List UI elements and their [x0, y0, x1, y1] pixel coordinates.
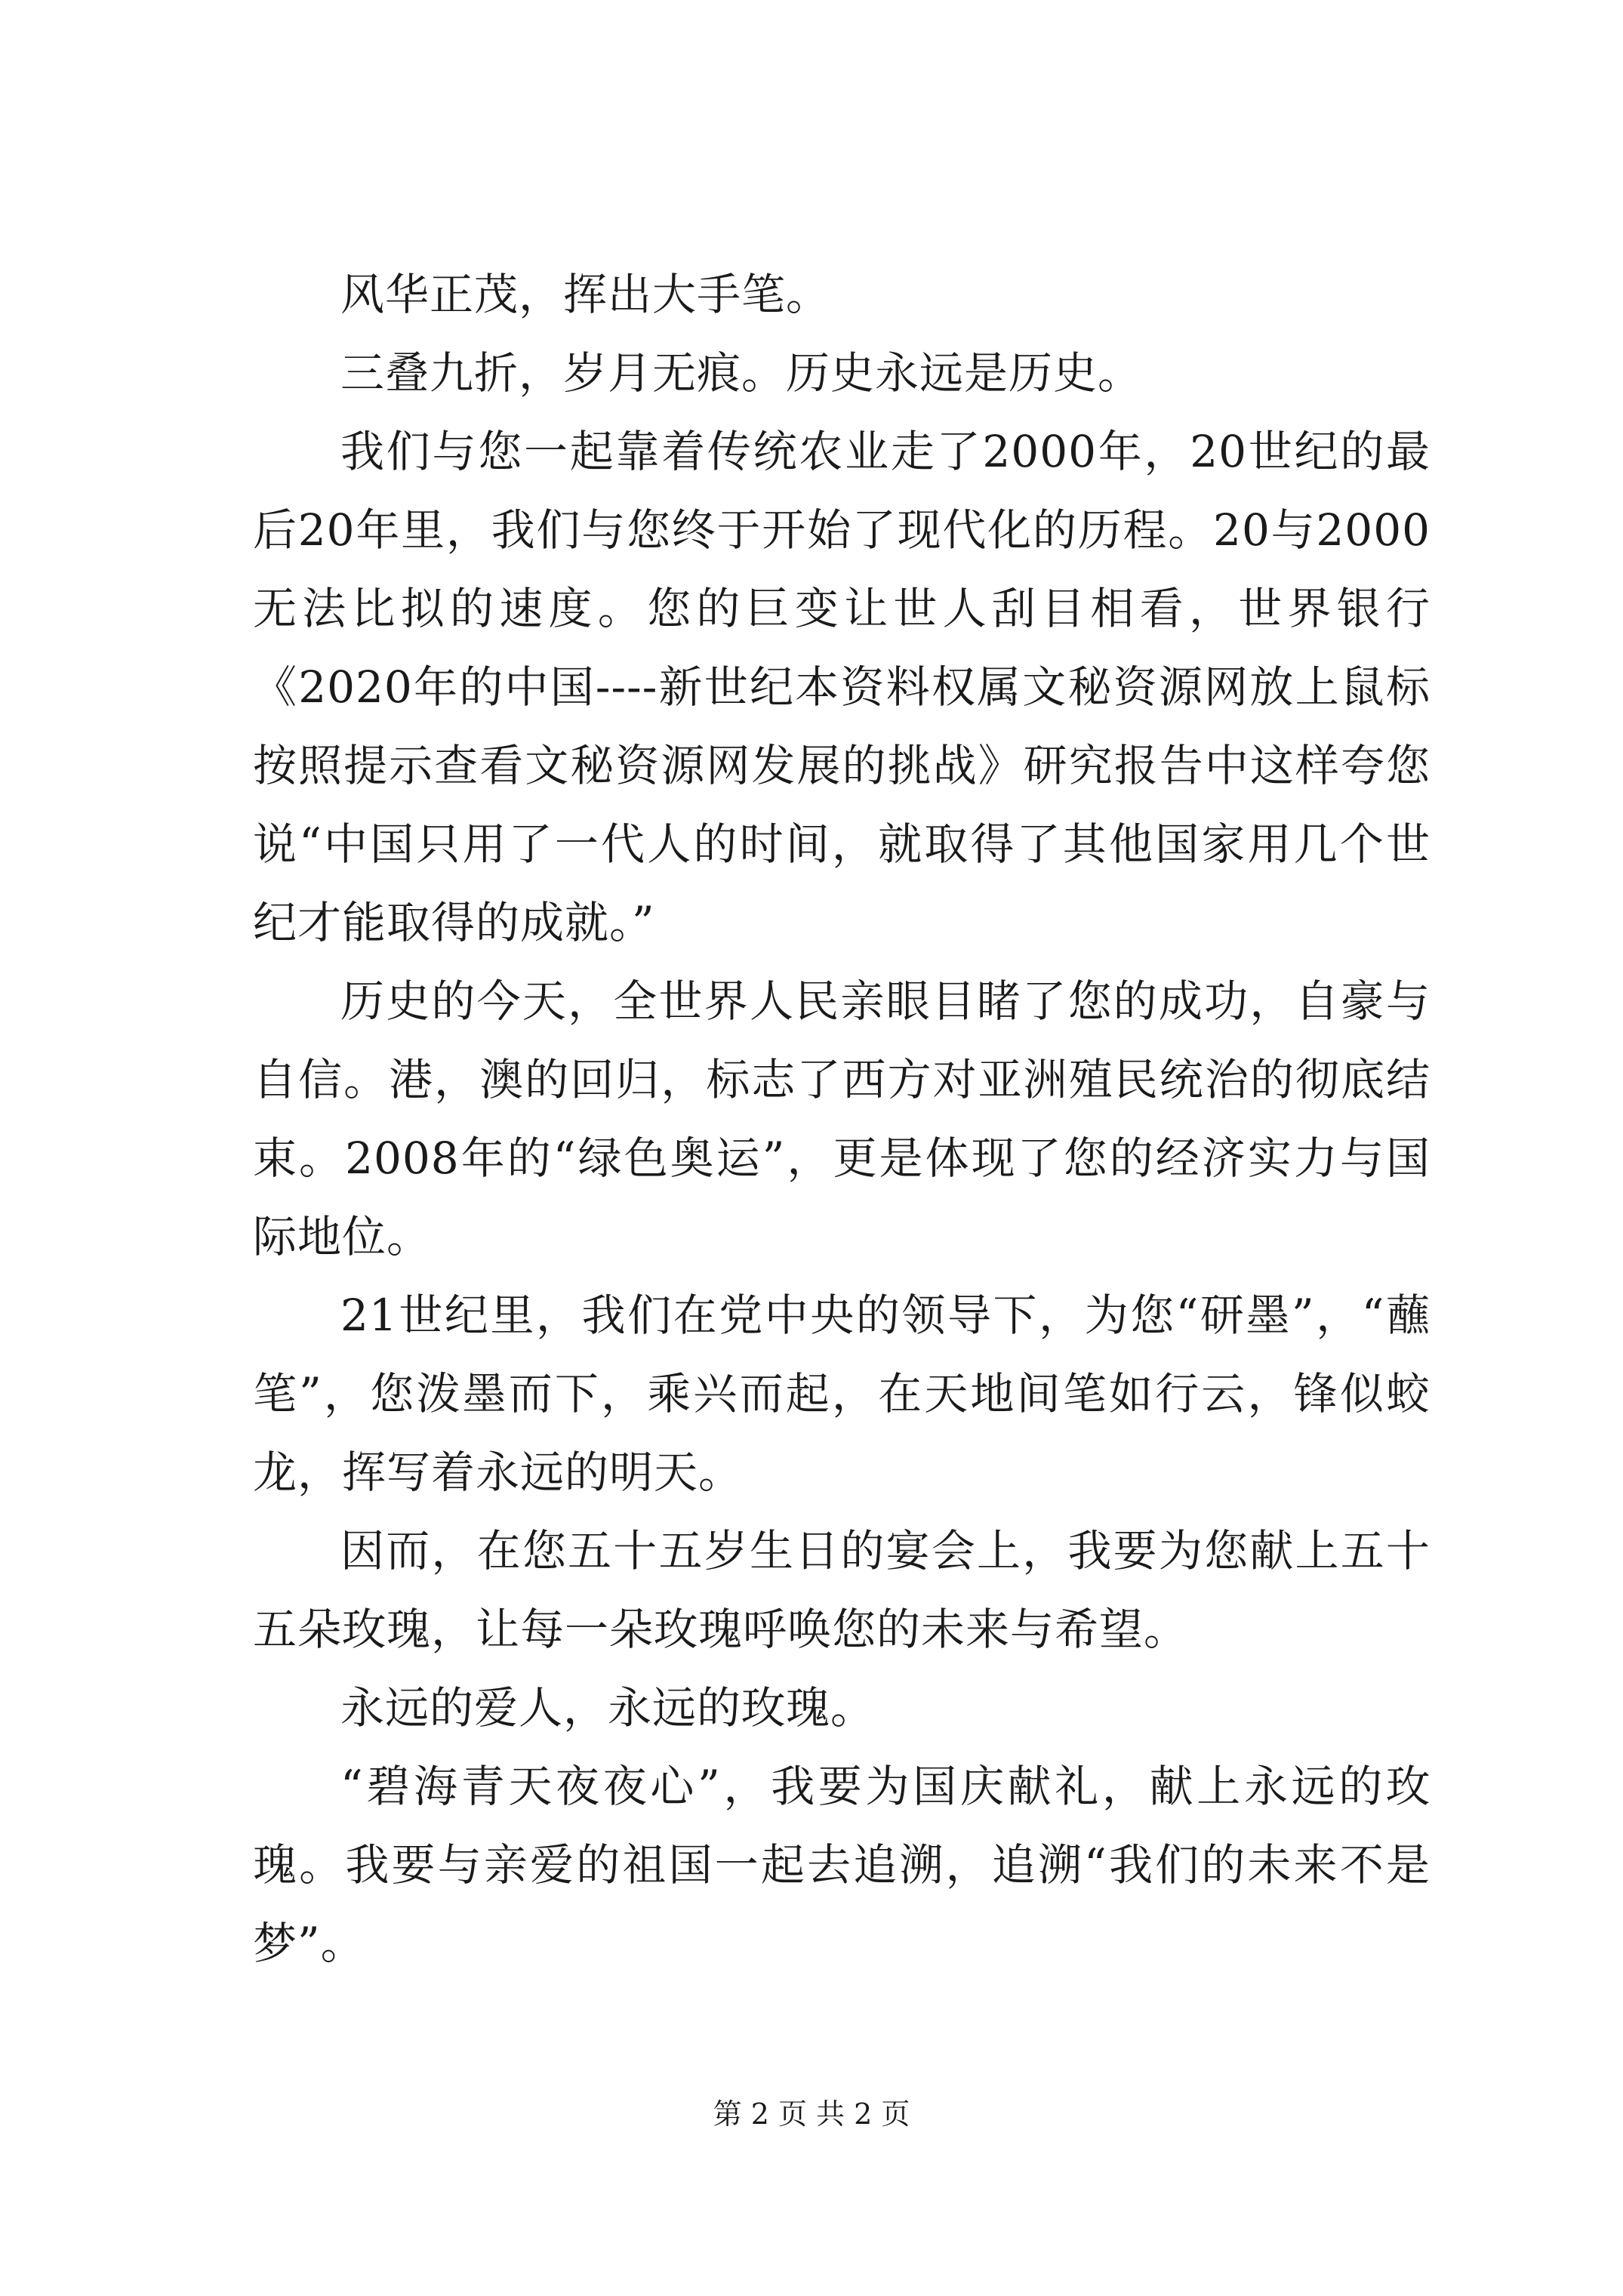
page-number-footer: 第 2 页 共 2 页 [713, 2097, 910, 2131]
paragraph: 风华正茂，挥出大手笔。 [340, 269, 831, 320]
paragraph: 我们与您一起靠着传统农业走了2000年，20世纪的最后20年里，我们与您终于开始了现代化的历程。20与2000无法比拟的速度。您的巨变让世人刮目相看，世界银行《2020年的中国----新世纪本资料权属文秘资源网放上鼠标按照提示查看文秘资源网发展的挑战》研究报告中这样夸您说“中国只用了一代人的时间，就取得了其他国家用几个世纪才能取得的成就。” [253, 426, 1431, 948]
paragraph: 21世纪里，我们在党中央的领导下，为您“研墨”，“蘸笔”，您泼墨而下，乘兴而起，在天地间笔如行云，锋似蛟龙，挥写着永远的明天。 [253, 1290, 1431, 1498]
paragraph: 因而，在您五十五岁生日的宴会上，我要为您献上五十五朵玫瑰，让每一朵玫瑰呼唤您的未来与希望。 [253, 1525, 1431, 1655]
paragraph: 永远的爱人，永远的玫瑰。 [340, 1682, 876, 1734]
paragraph: 历史的今天，全世界人民亲眼目睹了您的成功，自豪与自信。港，澳的回归，标志了西方对亚洲殖民统治的彻底结束。2008年的“绿色奥运”，更是体现了您的经济实力与国际地位。 [253, 975, 1431, 1262]
document-body [253, 255, 1431, 1983]
paragraph: “碧海青天夜夜心”，我要为国庆献礼，献上永远的玫瑰。我要与亲爱的祖国一起去追溯，追溯“我们的未来不是梦”。 [253, 1761, 1431, 1969]
paragraph: 三叠九折，岁月无痕。历史永远是历史。 [340, 347, 1143, 399]
